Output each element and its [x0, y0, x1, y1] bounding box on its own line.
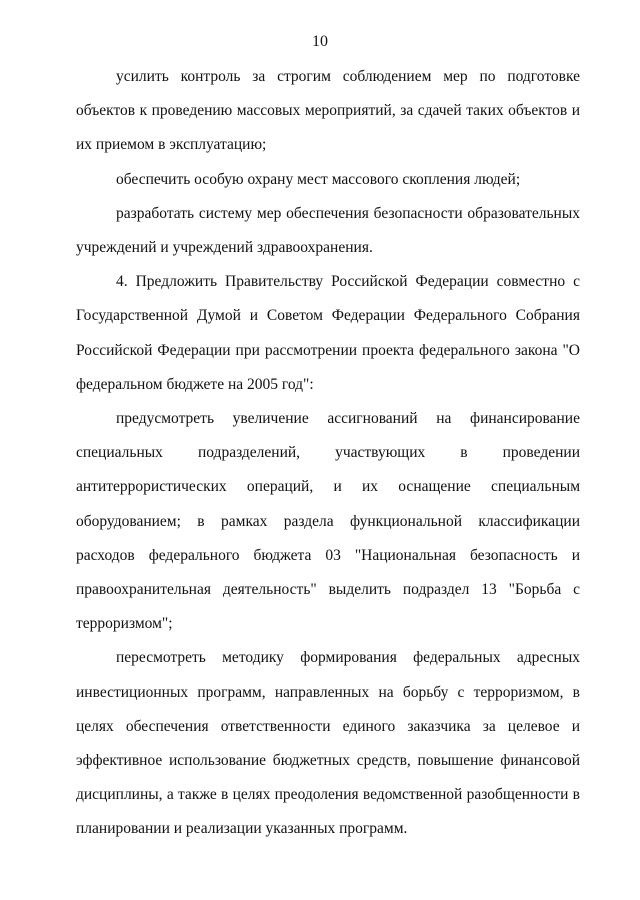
document-body [76, 60, 580, 847]
paragraph-increase-funding: предусмотреть увеличение ассигнований на финансирование специальных подразделений, участвующих в проведении антитеррористических операций, и их оснащение специальным оборудованием; в рамках раздела функциональной классификации расходов федерального бюджета 03 "Национальная безопасность и правоохранительная деятельность" выделить подраздел 13 "Борьба с терроризмом"; [76, 410, 580, 633]
paragraph-security-system: разработать систему мер обеспечения безопасности образовательных учреждений и учреждений здравоохранения. [76, 204, 580, 257]
paragraph-control-measures: усилить контроль за строгим соблюдением мер по подготовке объектов к проведению массовых мероприятий, за сдачей таких объектов и их приемом в эксплуатацию; [76, 68, 580, 154]
paragraph-item-4: 4. Предложить Правительству Российской Федерации совместно с Государственной Думой и Советом Федерации Федерального Собрания Российской Федерации при рассмотрении проекта федерального закона "О федеральном бюджете на 2005 год": [76, 273, 580, 393]
paragraph-revise-methodology: пересмотреть методику формирования федеральных адресных инвестиционных программ, направленных на борьбу с терроризмом, в целях обеспечения ответственности единого заказчика за целевое и эффективное использование бюджетных средств, повышение финансовой дисциплины, а также в целях преодоления ведомственной разобщенности в планировании и реализации указанных программ. [76, 649, 580, 838]
page-number: 10 [312, 33, 328, 50]
paragraph-protect-crowds: обеспечить особую охрану мест массового скопления людей; [116, 170, 521, 188]
